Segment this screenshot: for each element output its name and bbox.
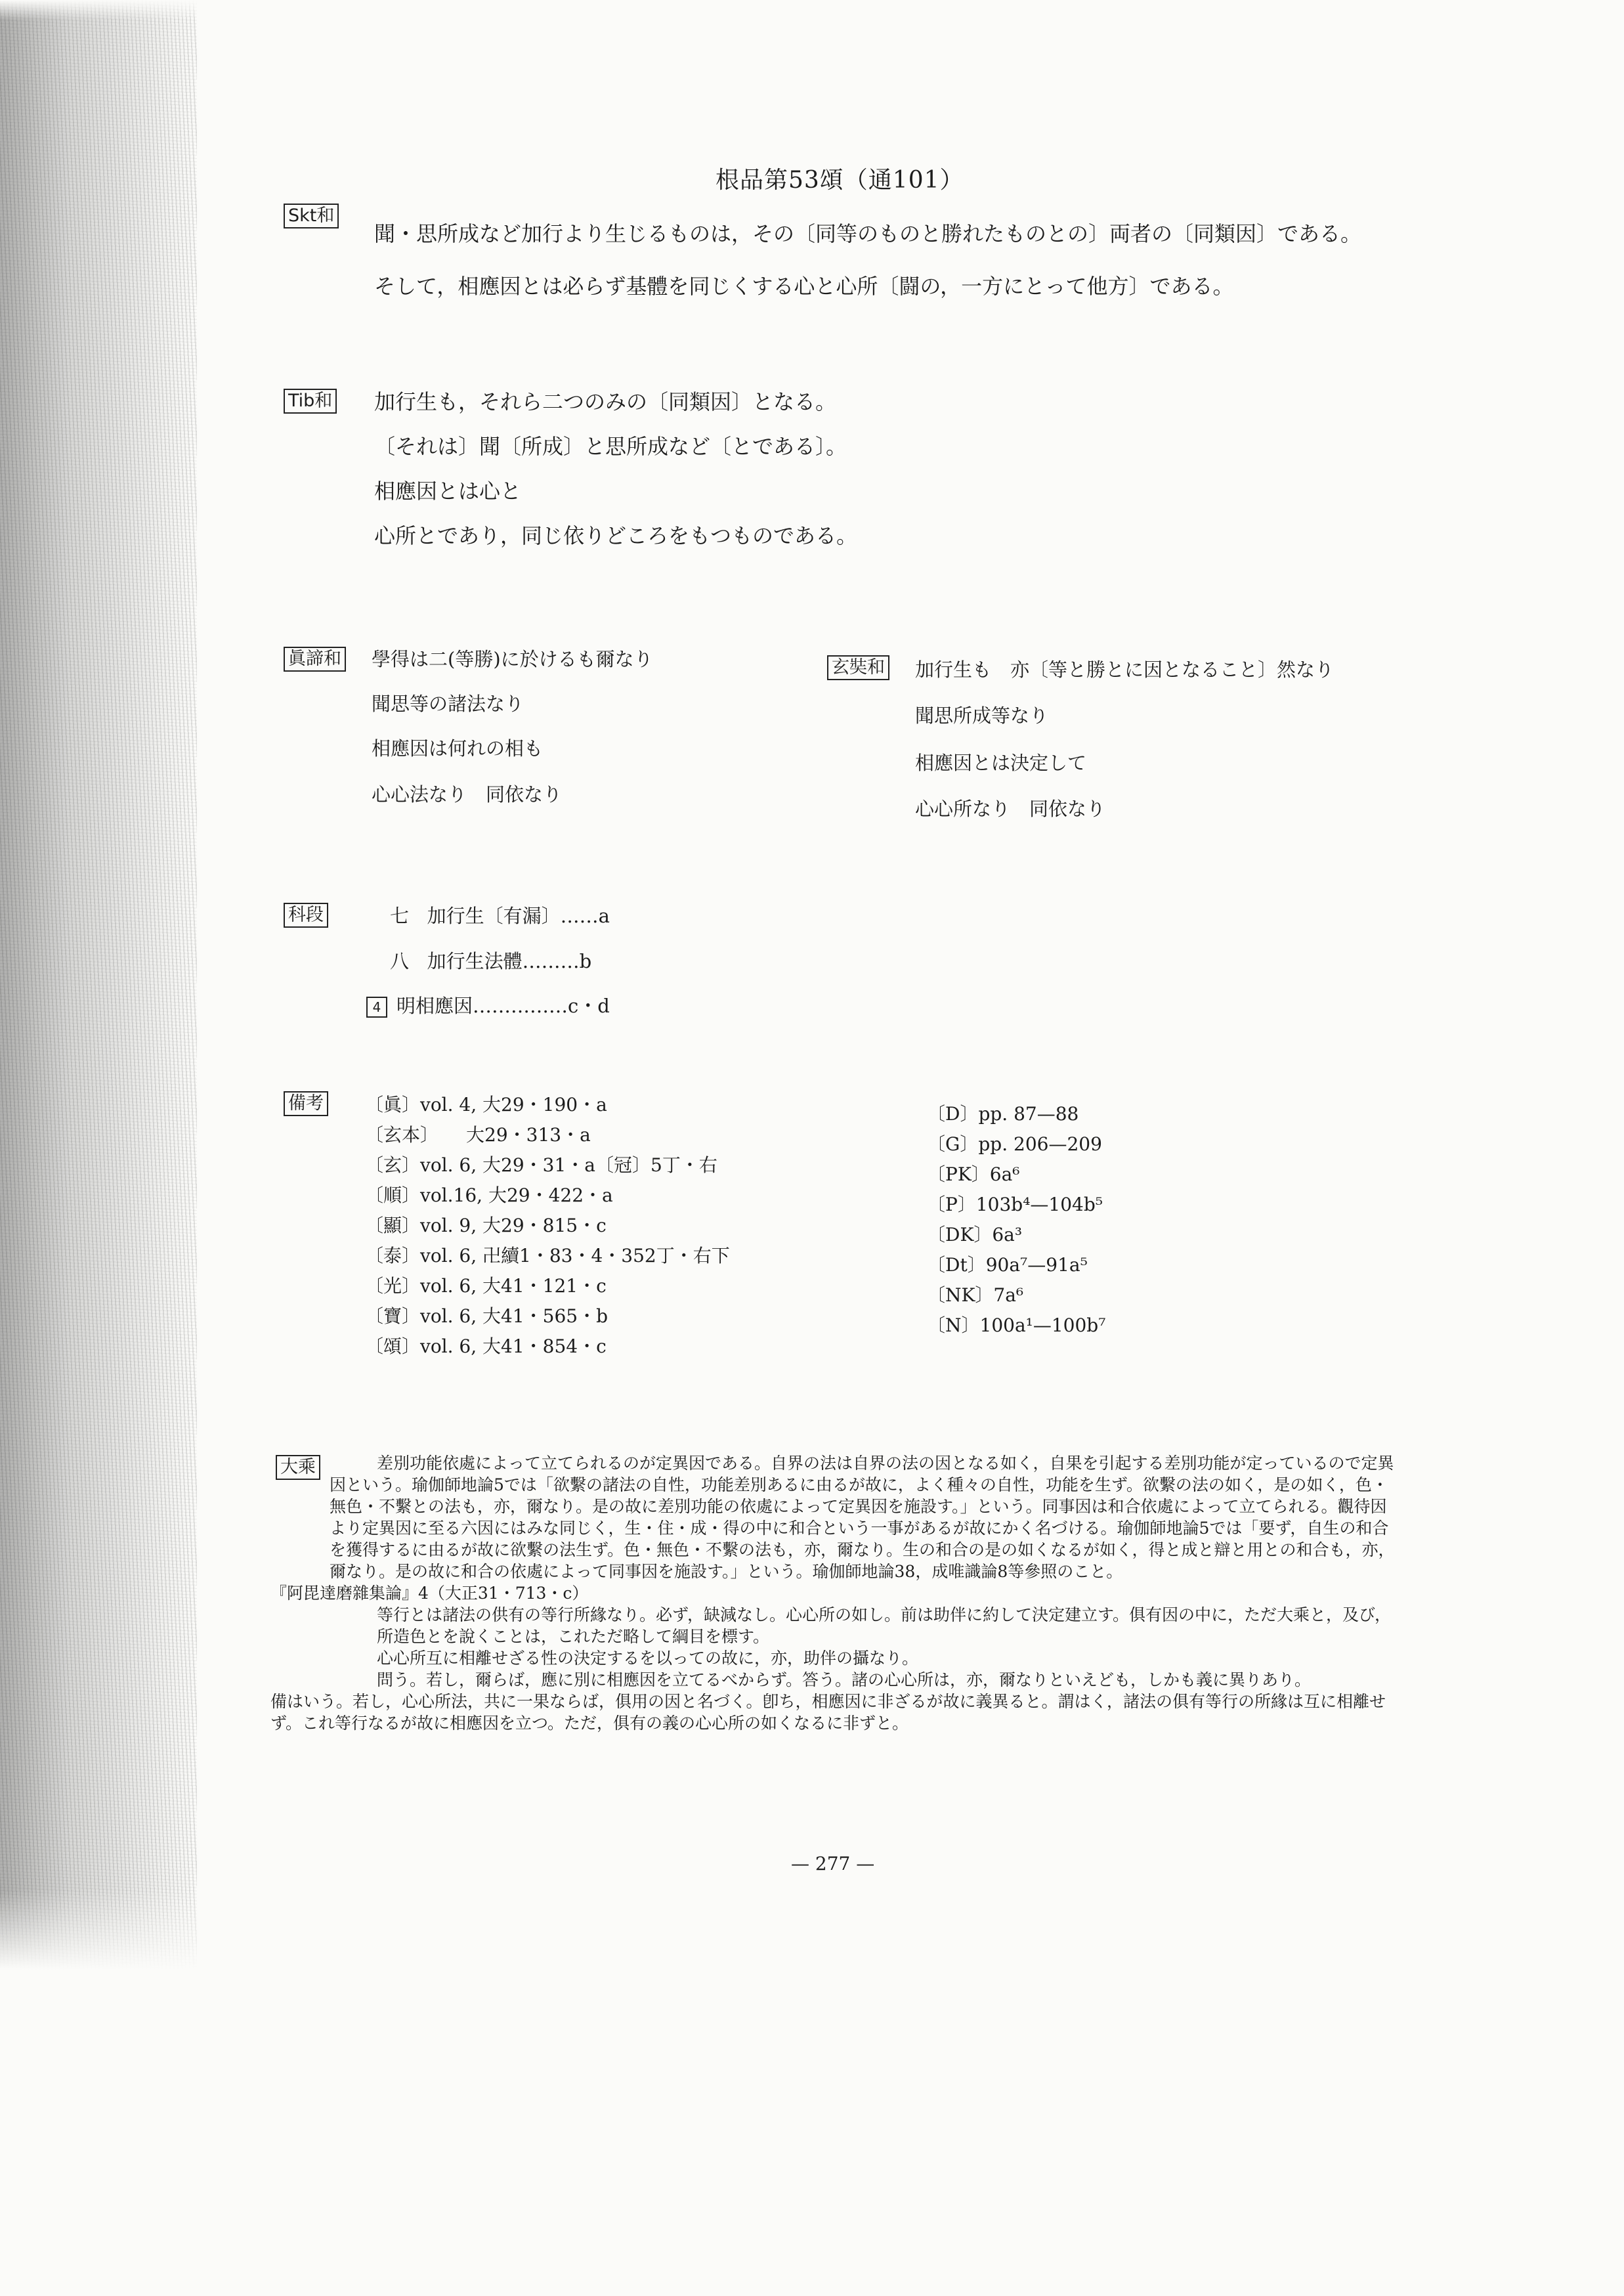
kadan-item-num: 八 — [390, 950, 410, 972]
xuanzang-line-2: 聞思所成等なり — [915, 704, 1049, 727]
paramartha-label: 眞諦和 — [284, 647, 346, 672]
biko-right-ref-1: 〔D〕pp. 87—88 — [927, 1103, 1079, 1125]
biko-left-ref-1: 〔眞〕vol. 4, 大29・190・a — [365, 1094, 607, 1116]
biko-left-ref-9: 〔頌〕vol. 6, 大41・854・c — [365, 1335, 607, 1357]
xuanzang-line-1: 加行生も 亦〔等と勝とに因となること〕然なり — [915, 659, 1335, 681]
kadan-item-text: 明相應因……………c・d — [396, 995, 610, 1017]
daijo-citation: 『阿毘達磨雜集論』4（大正31・713・c） — [270, 1584, 589, 1603]
biko-left-ref-7: 〔光〕vol. 6, 大41・121・c — [365, 1275, 607, 1297]
biko-right-ref-7: 〔NK〕7a⁶ — [927, 1284, 1024, 1306]
xuanzang-line-4: 心心所なり 同依なり — [915, 798, 1106, 820]
paramartha-line-4: 心心法なり 同依なり — [372, 783, 563, 806]
kadan-item-3 — [366, 993, 610, 1019]
daijo-quote-paragraph: 等行とは諸法の供有の等行所緣なり。必ず，缺減なし。心心所の如し。前は助伴に約して決定建立す。俱有因の中に，ただ大乘と，及び，所造色とを說くことは，これただ略して綱目を標す。 — [377, 1605, 1392, 1646]
biko-left-ref-8: 〔寶〕vol. 6, 大41・565・b — [365, 1305, 609, 1327]
tib-line-3: 相應因とは心と — [374, 479, 522, 504]
tib-line-4: 心所とであり，同じ依りどころをもつものである。 — [374, 523, 858, 548]
biko-label: 備考 — [284, 1091, 328, 1116]
kadan-item-1 — [390, 903, 610, 929]
daijo-commentary — [270, 1452, 1400, 1734]
paramartha-line-3: 相應因は何れの相も — [372, 737, 544, 760]
page-title: 根品第53頌（通101） — [716, 167, 964, 194]
xuanzang-line-3: 相應因とは決定して — [915, 752, 1087, 774]
skt-label: Skt和 — [284, 204, 339, 228]
tib-line-2: 〔それは〕聞〔所成〕と思所成など〔とである〕。 — [374, 434, 847, 459]
daijo-note-paragraph: 備はいう。若し，心心所法，共に一果ならば，俱用の因と名づく。卽ち，相應因に非ざるが故に義異ると。謂はく，諸法の俱有等行の所緣は互に相離せず。これ等行なるが故に相應因を立つ。ただ，俱有の義の心心所の如くなるに非ずと。 — [270, 1692, 1386, 1733]
biko-right-ref-3: 〔PK〕6a⁶ — [927, 1163, 1020, 1185]
biko-right-ref-6: 〔Dt〕90a⁷—91a⁵ — [927, 1254, 1088, 1276]
daijo-label: 大乘 — [276, 1455, 320, 1480]
kadan-item-text: 加行生〔有漏〕……a — [427, 905, 610, 927]
daijo-paragraph: 差別功能依處によって立てられるのが定異因である。自界の法は自界の法の因となる如く，自果を引起する差別功能が定っているので定異因という。瑜伽師地論5では「欲繫の諸法の自性，功能差別あるに由るが故に，よく種々の自性，功能を生ず。欲繫の法の如く，是の如く，色・無色・不繫との法も，亦，爾なり。是の故に差別功能の依處によって定異因を施設す。」という。同事因は和合依處によって立てられる。觀待因より定異因に至る六因にはみな同じく，生・住・成・得の中に和合という一事があるが故にかく名づける。瑜伽師地論5では「要ず，自生の和合を獲得するに由るが故に欲繫の法生ず。色・無色・不繫の法も，亦，爾なり。生の和合の是の如くなるが如く，得と成と辯と用との和合も，亦，爾なり。是の故に和合の依處によって同事因を施設す。」という。瑜伽師地論38，成唯識論8等參照のこと。 — [330, 1454, 1395, 1581]
biko-left-ref-3: 〔玄〕vol. 6, 大29・31・a〔冠〕5丁・右 — [365, 1154, 717, 1176]
biko-left-ref-2: 〔玄本〕 大29・313・a — [365, 1124, 591, 1146]
daijo-quote-paragraph: 心心所互に相離せざる性の決定するを以っての故に，亦，助伴の攝なり。 — [377, 1649, 919, 1668]
biko-right-ref-8: 〔N〕100a¹—100b⁷ — [927, 1314, 1106, 1336]
kadan-item-2 — [390, 948, 591, 974]
skt-line-1: 聞・思所成など加行より生じるものは，その〔同等のものと勝れたものとの〕両者の〔同類因〕である。 — [374, 221, 1362, 246]
paramartha-line-1: 學得は二(等勝)に於けるも爾なり — [372, 648, 653, 670]
page-number: — 277 — — [791, 1853, 875, 1874]
tib-line-1: 加行生も，それら二つのみの〔同類因〕となる。 — [374, 389, 837, 414]
biko-right-ref-4: 〔P〕103b⁴—104b⁵ — [927, 1194, 1103, 1215]
biko-left-ref-6: 〔泰〕vol. 6, 卍續1・83・4・352丁・右下 — [365, 1245, 730, 1267]
skt-line-2: そして，相應因とは必らず基體を同じくする心と心所〔闘の，一方にとって他方〕である。 — [374, 274, 1234, 299]
xuanzang-label: 玄奘和 — [827, 655, 889, 680]
kadan-item-num: 4 — [366, 997, 387, 1018]
paramartha-line-2: 聞思等の諸法なり — [372, 693, 524, 715]
kadan-item-num: 七 — [390, 905, 410, 927]
kadan-label: 科段 — [284, 903, 328, 928]
kadan-item-text: 加行生法體………b — [427, 950, 592, 972]
biko-right-ref-5: 〔DK〕6a³ — [927, 1224, 1023, 1245]
tib-label: Tib和 — [284, 389, 337, 414]
biko-left-ref-4: 〔順〕vol.16, 大29・422・a — [365, 1184, 613, 1206]
biko-right-ref-2: 〔G〕pp. 206—209 — [927, 1133, 1102, 1155]
scan-shadow-edge — [0, 0, 197, 1970]
biko-left-ref-5: 〔顯〕vol. 9, 大29・815・c — [365, 1215, 607, 1236]
daijo-quote-paragraph: 問う。若し，爾らば，應に別に相應因を立てるべからず。答う。諸の心心所は，亦，爾なりといえども，しかも義に異りあり。 — [377, 1670, 1312, 1689]
